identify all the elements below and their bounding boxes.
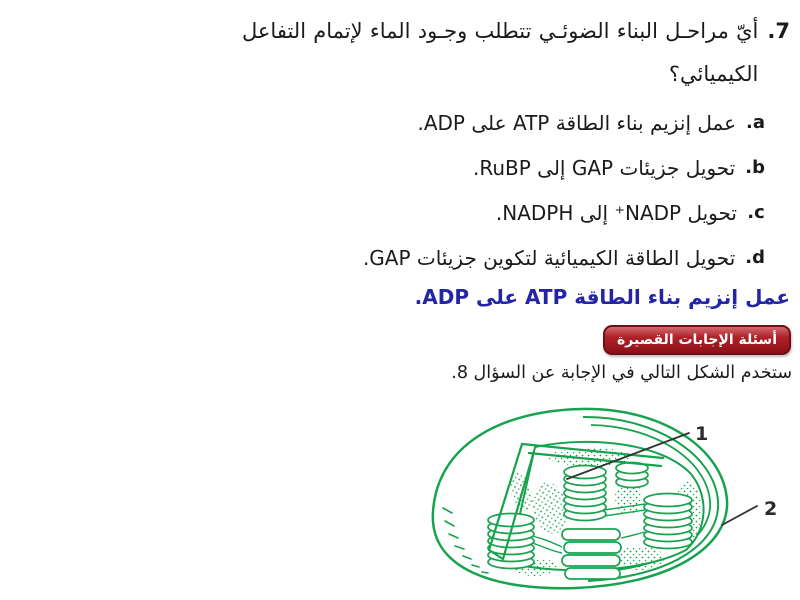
question-text: أيّ مراحـل البناء الضوئـي تتطلب وجـود الماء لإتمام التفاعل الكيميائي؟	[242, 19, 759, 86]
figure-instruction: ستخدم الشكل التالي في الإجابة عن السؤال 8.	[451, 363, 792, 383]
option-a-text: عمل إنزيم بناء الطاقة ATP على ADP.	[417, 110, 736, 135]
option-a-letter: a.	[746, 112, 765, 133]
figure-label-2: 2	[764, 498, 778, 520]
question-number: 7.	[767, 19, 790, 43]
chloroplast-illustration-icon	[425, 400, 800, 600]
figure-label-1: 1	[695, 423, 709, 445]
options-list	[363, 100, 765, 280]
chloroplast-figure	[425, 400, 800, 600]
option-c-letter: c.	[747, 202, 765, 223]
section-banner	[603, 325, 791, 355]
option-d-letter: d.	[745, 247, 765, 268]
answer-text: عمل إنزيم بناء الطاقة ATP على ADP.	[414, 285, 790, 309]
option-c-text: تحويل NADP⁺ إلى NADPH.	[495, 200, 737, 225]
option-b-text: تحويل جزيئات GAP إلى RuBP.	[472, 155, 736, 180]
question-7	[242, 10, 790, 96]
option-c	[363, 190, 765, 235]
option-d-text: تحويل الطاقة الكيميائية لتكوين جزيئات GAP.	[362, 245, 736, 270]
option-b-letter: b.	[745, 157, 765, 178]
section-banner-label: أسئلة الإجابات القصيرة	[617, 332, 778, 348]
option-b	[363, 145, 765, 190]
option-d	[363, 235, 765, 280]
option-a	[363, 100, 765, 145]
